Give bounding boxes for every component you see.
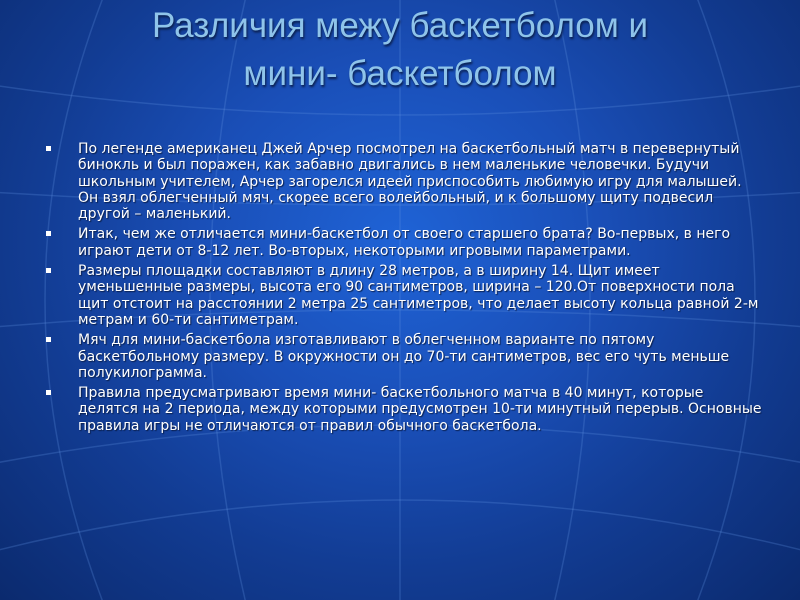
bullet-item-court-size bbox=[40, 263, 765, 328]
bullet-square-icon bbox=[46, 146, 51, 151]
bullet-list bbox=[40, 141, 765, 438]
bullet-text: Правила предусматривают время мини- баскетбольного матча в 40 минут, которые делятся на 2 периода, между которыми предусмотрен 10-ти минутный перерыв. Основные правила игры не отличаются от правил обычного баскетбола. bbox=[78, 385, 762, 434]
bullet-square-icon bbox=[46, 268, 51, 273]
slide-title bbox=[20, 2, 780, 98]
bullet-square-icon bbox=[46, 337, 51, 342]
slide-title-line-1: Различия межу баскетболом и bbox=[151, 6, 649, 45]
bullet-square-icon bbox=[46, 390, 51, 395]
bullet-text: Итак, чем же отличается мини-баскетбол от своего старшего брата? Во-первых, в него играют дети от 8-12 лет. Во-вторых, некоторыми игровыми параметрами. bbox=[78, 226, 731, 259]
bullet-text: Размеры площадки составляют в длину 28 метров, а в ширину 14. Щит имеет уменьшенные размеры, высота его 90 сантиметров, ширина – 120.От поверхности пола щит отстоит на расстоянии 2 метра 25 сантиметров, что делает высоту кольца равной 2-м метрам и 60-ти сантиметрам. bbox=[78, 263, 759, 328]
bullet-item-legend bbox=[40, 141, 765, 222]
bullet-item-differences bbox=[40, 226, 765, 259]
bullet-square-icon bbox=[46, 231, 51, 236]
bullet-item-rules bbox=[40, 385, 765, 434]
bullet-item-ball bbox=[40, 332, 765, 381]
bullet-text: По легенде американец Джей Арчер посмотрел на баскетбольный матч в перевернутый бинокль и был поражен, как забавно двигались в нем маленькие человечки. Будучи школьным учителем, Арчер загорелся идеей приспособить любимую игру для малышей. Он взял облегченный мяч, скорее всего волейбольный, и к большому щиту подвесил другой – маленький. bbox=[78, 141, 742, 223]
slide-title-line-2: мини- баскетболом bbox=[243, 54, 557, 93]
bullet-text: Мяч для мини-баскетбола изготавливают в облегченном варианте по пятому баскетбольному размеру. В окружности он до 70-ти сантиметров, вес его чуть меньше полукилограмма. bbox=[78, 332, 730, 381]
